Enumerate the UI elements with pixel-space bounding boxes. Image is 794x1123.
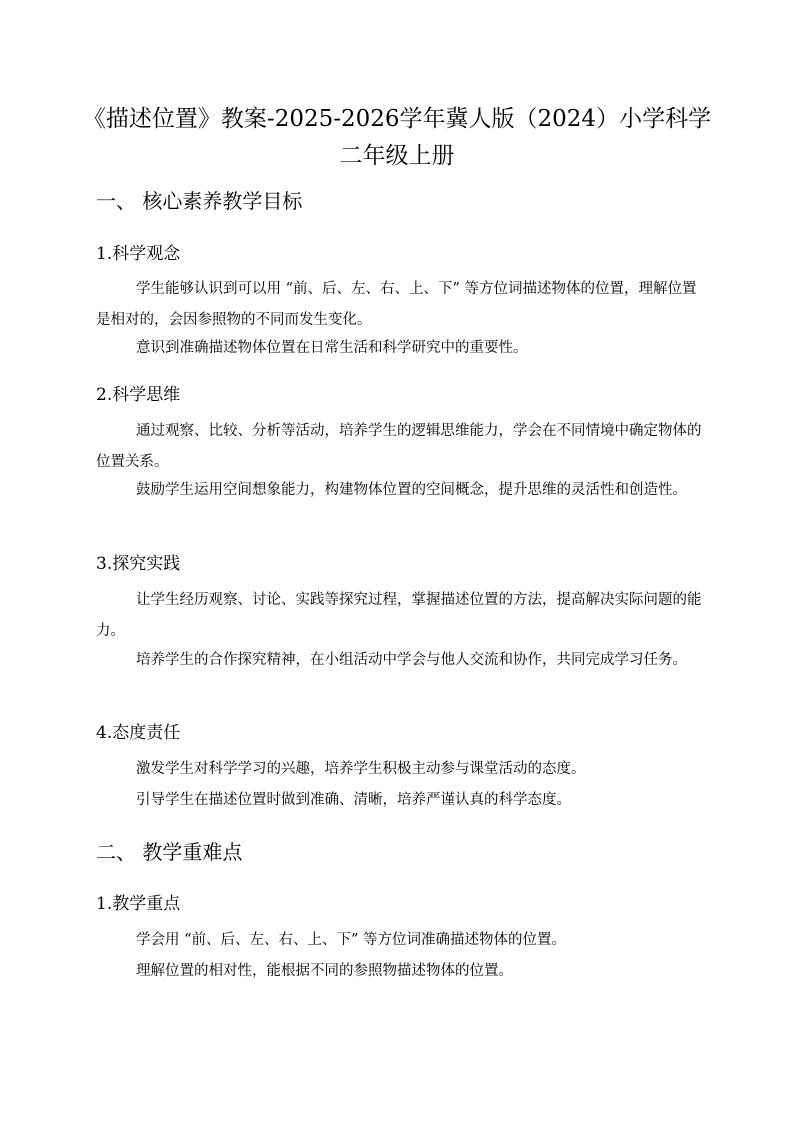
- paragraph: 培养学生的合作探究精神，在小组活动中学会与他人交流和协作，共同完成学习任务。: [136, 652, 687, 668]
- paragraph: 理解位置的相对性，能根据不同的参照物描述物体的位置。: [136, 963, 513, 979]
- subsection-heading-science-concept: 1.科学观念: [96, 244, 181, 264]
- paragraph: 意识到准确描述物体位置在日常生活和科学研究中的重要性。: [136, 340, 528, 356]
- subsection-heading-teaching-focus: 1.教学重点: [96, 894, 181, 914]
- subsection-heading-inquiry-practice: 3.探究实践: [96, 554, 181, 574]
- section-heading-key-points: 二、 教学重难点: [96, 840, 243, 864]
- paragraph: 鼓励学生运用空间想象能力，构建物体位置的空间概念，提升思维的灵活性和创造性。: [136, 482, 687, 498]
- subsection-heading-science-thinking: 2.科学思维: [96, 385, 181, 405]
- paragraph: 激发学生对科学学习的兴趣，培养学生积极主动参与课堂活动的态度。: [136, 761, 586, 777]
- paragraph: 通过观察、比较、分析等活动，培养学生的逻辑思维能力，学会在不同情境中确定物体的位置关系。: [96, 423, 702, 470]
- paragraph: 学生能够认识到可以用 “前、后、左、右、上、下” 等方位词描述物体的位置，理解位置是相对的，会因参照物的不同而发生变化。: [96, 281, 697, 328]
- document-title: 《描述位置》教案-2025-2026学年冀人版（2024）小学科学二年级上册: [82, 106, 712, 169]
- subsection-heading-attitude: 4.态度责任: [96, 723, 181, 743]
- paragraph: 让学生经历观察、讨论、实践等探究过程，掌握描述位置的方法，提高解决实际问题的能力。: [96, 592, 702, 639]
- paragraph: 学会用 “前、后、左、右、上、下” 等方位词准确描述物体的位置。: [136, 932, 567, 948]
- section-heading-objectives: 一、 核心素养教学目标: [96, 189, 303, 213]
- paragraph: 引导学生在描述位置时做到准确、清晰，培养严谨认真的科学态度。: [136, 792, 571, 808]
